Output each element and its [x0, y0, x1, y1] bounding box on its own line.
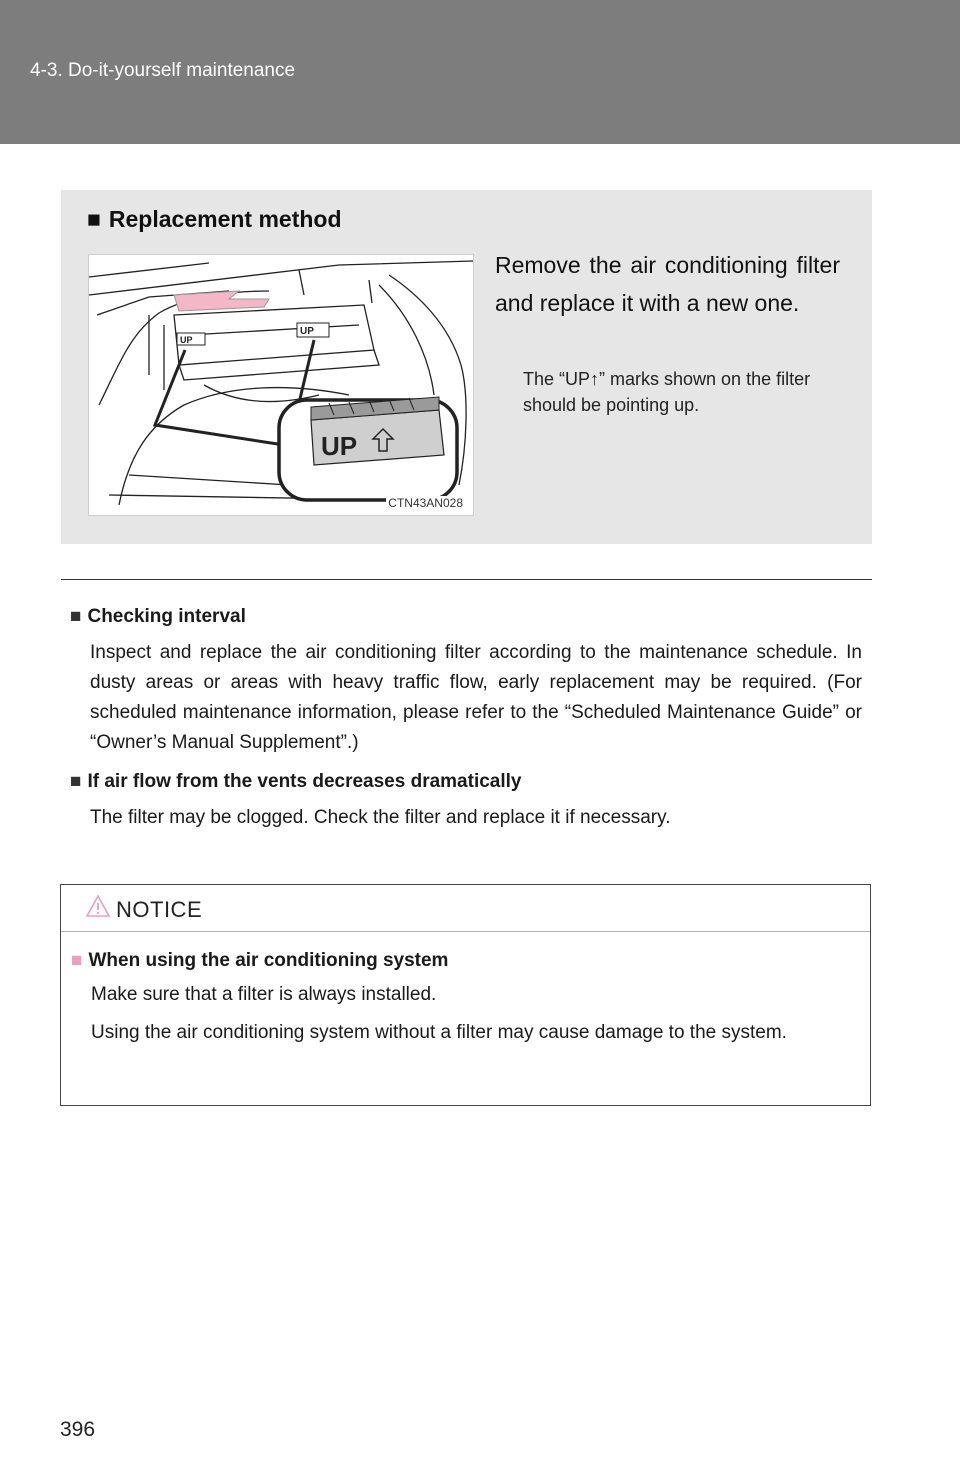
notice-paragraph: Using the air conditioning system without a filter may cause damage to the system.: [91, 1022, 787, 1043]
airflow-body: The filter may be clogged. Check the filter and replace it if necessary.: [90, 807, 671, 828]
square-bullet-icon: ■: [70, 606, 82, 627]
section-title: 4-3. Do-it-yourself maintenance: [30, 60, 296, 81]
square-bullet-icon: ■: [71, 950, 83, 971]
replacement-heading-text: Replacement method: [108, 206, 342, 232]
filter-drawing: [89, 255, 473, 515]
notice-paragraph: Make sure that a filter is always installed.: [91, 984, 437, 1005]
up-mark-note: The “UP↑” marks shown on the filter should be pointing up.: [523, 369, 811, 415]
checking-interval-body: Inspect and replace the air conditioning filter according to the maintenance schedule. In dusty areas or areas with heavy traffic flow, early replacement may be required. (For scheduled maintenance information, please refer to the “Scheduled Maintenance Guide” or “Owner’s Manual Supplement”.): [90, 642, 862, 753]
square-bullet-icon: ■: [87, 206, 101, 232]
replacement-instruction: Remove the air conditioning filter and replace it with a new one.: [495, 252, 840, 316]
airflow-heading-text: If air flow from the vents decreases dramatically: [87, 771, 522, 792]
page-header: [0, 0, 960, 144]
page-number: 396: [60, 1418, 96, 1441]
small-up-mark-left: UP: [180, 335, 193, 345]
replacement-heading: [87, 206, 342, 233]
large-up-mark: UP: [321, 431, 358, 461]
airflow-heading: [70, 771, 862, 793]
checking-interval-heading-text: Checking interval: [87, 606, 246, 627]
notice-heading: [71, 950, 860, 972]
filter-illustration: [88, 254, 474, 516]
airflow-section: [70, 771, 862, 833]
figure-code: CTN43AN028: [388, 496, 463, 510]
notice-body: [61, 932, 870, 1048]
square-bullet-icon: ■: [70, 771, 82, 792]
small-up-mark-right: UP: [300, 326, 314, 337]
notice-box: [60, 884, 871, 1106]
replacement-method-panel: [61, 190, 872, 544]
checking-interval-section: [70, 606, 862, 758]
section-divider: [61, 579, 872, 580]
checking-interval-heading: [70, 606, 862, 628]
notice-header: [61, 885, 870, 932]
warning-triangle-icon: [85, 894, 111, 918]
notice-title: NOTICE: [116, 897, 203, 922]
notice-heading-text: When using the air conditioning system: [88, 950, 449, 971]
